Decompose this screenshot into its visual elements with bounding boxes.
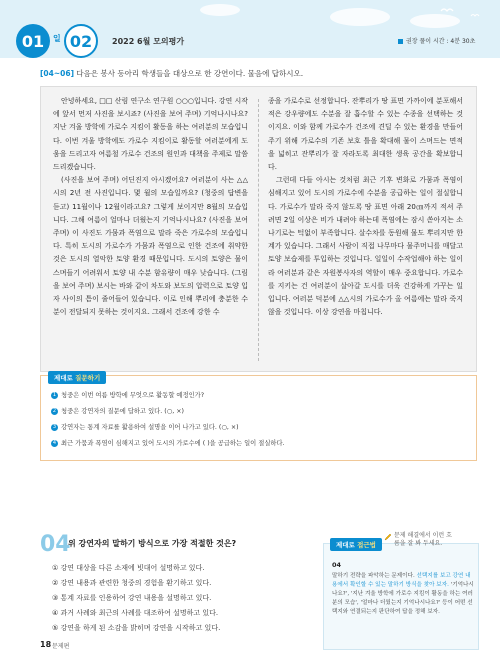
square-icon bbox=[398, 39, 403, 44]
check-item bbox=[51, 390, 204, 399]
column-divider bbox=[258, 99, 259, 361]
passage-paragraph: 종을 가로수로 선정합니다. 잔뿌리가 땅 표면 가까이에 분포해서 적은 강우량에도 수분을 잘 흡수할 수 있는 수종을 선택하는 것이지요. 이와 함께 가로수가 건조에 견딜 수 있는 환경을 만들어 주기 위해 가로수의 기존 보호 틀을 확대해 물이 스며드는 면적을 넓히고 잔뿌리가 잘 자라도록 최대한 생육 공간을 확보합니다. bbox=[268, 97, 463, 172]
check-questions-box bbox=[40, 375, 477, 461]
page-number: 18 bbox=[40, 640, 52, 649]
lecture-passage bbox=[40, 86, 477, 372]
bird-icon bbox=[470, 12, 480, 18]
tag-accent: 질문하기 bbox=[75, 374, 101, 382]
check-item-number: 4 bbox=[52, 439, 57, 446]
note-line: 름을 잘 봐 두세요. bbox=[394, 540, 443, 547]
footer-label: 문제편 bbox=[52, 643, 70, 650]
check-item bbox=[51, 422, 239, 431]
question-set-heading bbox=[40, 68, 480, 79]
number-badge: 02 bbox=[64, 24, 98, 58]
question-range: [04~06] bbox=[40, 69, 75, 78]
answer-option-4[interactable]: ④ 과거 사례와 최근의 사례를 대조하여 설명하고 있다. bbox=[52, 609, 219, 617]
cloud-decoration bbox=[330, 8, 390, 26]
answer-option-1[interactable]: ① 강연 대상을 다른 소재에 빗대어 설명하고 있다. bbox=[52, 564, 205, 572]
answer-option-2[interactable]: ② 강연 내용과 관련한 청중의 경험을 환기하고 있다. bbox=[52, 579, 212, 587]
approach-text-b: '기억나시나요?', '지난 겨울 방학에 가로수 지킴이 활동을 하는 여러분의 모습', '얼마나 더웠는지 기억나시나요?' 등이 어떤 선택지와 연결되는지 판단하여 답을 정해 보자. bbox=[332, 582, 474, 615]
check-item-text: 청중은 이번 여름 방학에 무엇으로 활동할 예정인가? bbox=[61, 392, 205, 399]
approach-text bbox=[332, 572, 474, 617]
check-item bbox=[51, 438, 285, 447]
passage-paragraph: 안녕하세요, □□ 산림 연구소 연구원 ○○○입니다. 강연 시작에 앞서 먼저 사진을 보시죠? (사진을 보여 주며) 기억나시나요? 지난 겨울 방학에 가로수 지킴이 활동을 하는 여러분의 모습입니다. 이번 겨울 방학에도 가로수 지킴이로 활동할 여러분에게 도움을 드리고자 여름철 가로수 건조의 원인과 대책을 주제로 말씀드리겠습니다. bbox=[53, 97, 248, 172]
tag-accent: 접근법 bbox=[357, 541, 376, 549]
answer-option-3[interactable]: ③ 통계 자료를 인용하여 강연 내용을 설명하고 있다. bbox=[52, 594, 212, 602]
passage-right-column bbox=[268, 95, 463, 319]
check-item-text: 최근 가뭄과 폭염이 심해지고 있어 도시의 가로수에 ( )을 공급하는 일이 절실하다. bbox=[61, 440, 285, 447]
pencil-icon bbox=[384, 533, 392, 541]
bird-icon bbox=[440, 6, 454, 14]
day-badge: 01 bbox=[16, 24, 50, 58]
cloud-decoration bbox=[200, 4, 240, 16]
question-stem: 위 강연자의 말하기 방식으로 가장 적절한 것은? bbox=[68, 539, 237, 548]
passage-left-column bbox=[53, 95, 248, 319]
check-item-number: 3 bbox=[52, 423, 57, 430]
check-item-number: 2 bbox=[52, 407, 57, 414]
question-number: 04 bbox=[40, 532, 71, 557]
check-item-text: 강연자는 통계 자료를 활용하여 설명을 이어 나가고 있다. (○, ×) bbox=[61, 424, 239, 431]
passage-paragraph: 그런데 다들 아시는 것처럼 최근 기후 변화로 가뭄과 폭염이 심해지고 있어 도시의 가로수에 수분을 공급하는 일이 절실합니다. 가로수가 말라 죽지 않도록 땅 표면 아래 20㎝까지 적셔 주려면 2일 이상은 비가 내려야 하는데 폭염에는 잠시 쏟아지는 소나기로는 턱없이 부족합니다. 살수차를 동원해 물도 뿌리지만 한계가 있습니다. 그래서 사람이 직접 나무마다 물주머니를 매달고 토양 보습제를 투입하는 것입니다. 일일이 수작업해야 하는 일이라 여러분과 같은 자원봉사자의 역할이 매우 중요합니다. 가로수를 지키는 건 여러분이 살아갈 도시를 더욱 건강하게 가꾸는 일입니다. 여러분 덕분에 △△시의 가로수가 올 여름에는 말라 죽지 않을 것입니다. 이상 강연을 마칩니다. bbox=[268, 176, 463, 317]
answer-option-5[interactable]: ⑤ 강연을 하게 된 소감을 밝히며 강연을 시작하고 있다. bbox=[52, 624, 221, 632]
approach-highlight: 선택지를 보고 강연 내용에서 확인할 수 있는 말하기 방식을 찾아 보자. bbox=[332, 573, 471, 588]
exam-title: 2022 6월 모의평가 bbox=[112, 37, 185, 46]
check-item bbox=[51, 406, 184, 415]
question-instruction: 다음은 봉사 동아리 학생들을 대상으로 한 강연이다. 물음에 답하시오. bbox=[76, 69, 304, 78]
check-item-text: 청중은 강연자의 질문에 답하고 있다. (○, ×) bbox=[61, 408, 184, 415]
approach-note bbox=[394, 532, 452, 548]
tag-main: 제대로 bbox=[54, 374, 73, 382]
check-item-number: 1 bbox=[52, 391, 57, 398]
time-label: 권장 풀이 시간 : 4분 30초 bbox=[406, 38, 476, 45]
day-suffix: 일 bbox=[53, 34, 61, 43]
approach-question-number: 04 bbox=[332, 561, 342, 569]
cloud-decoration bbox=[410, 14, 460, 28]
tag-main: 제대로 bbox=[336, 541, 355, 549]
approach-text-a: 말하기 전략을 파악하는 문제이다. bbox=[332, 573, 417, 579]
check-questions-tag bbox=[48, 371, 106, 384]
approach-tag bbox=[330, 538, 382, 551]
recommended-time bbox=[398, 36, 475, 45]
note-line: 문제 해결에서 이런 흐 bbox=[394, 532, 452, 539]
passage-paragraph: (사진을 보여 주며) 어딘진지 아시겠어요? 여러분이 사는 △△시의 2년 전 사진입니다. 몇 월의 모습일까요? (청중의 답변을 듣고) 11월이나 12월이라고요? 그렇게 보이지만 8월의 모습입니다. 그해 여름이 얼마나 더웠는지 기억나시나요? (사진을 보여 주며) 이 사진도 가뭄과 폭염으로 말라 죽은 가로수의 모습입니다. 특히 도시의 가로수가 가뭄과 폭염으로 인한 건조에 취약한 것은 도시의 열악한 토양 환경 때문입니다. 도시의 토양은 물이 스며들기 어려워서 토양 내 수분 함유량이 매우 낮습니다. (그림을 보여 주며) 보시는 바와 같이 차도와 보도의 압력으로 토양 입자 사이의 틈이 줄어들어 있습니다. 이로 인해 뿌리에 충분한 수분이 전달되지 못하는 것이지요. 그래서 건조에 강한 수 bbox=[53, 176, 248, 317]
